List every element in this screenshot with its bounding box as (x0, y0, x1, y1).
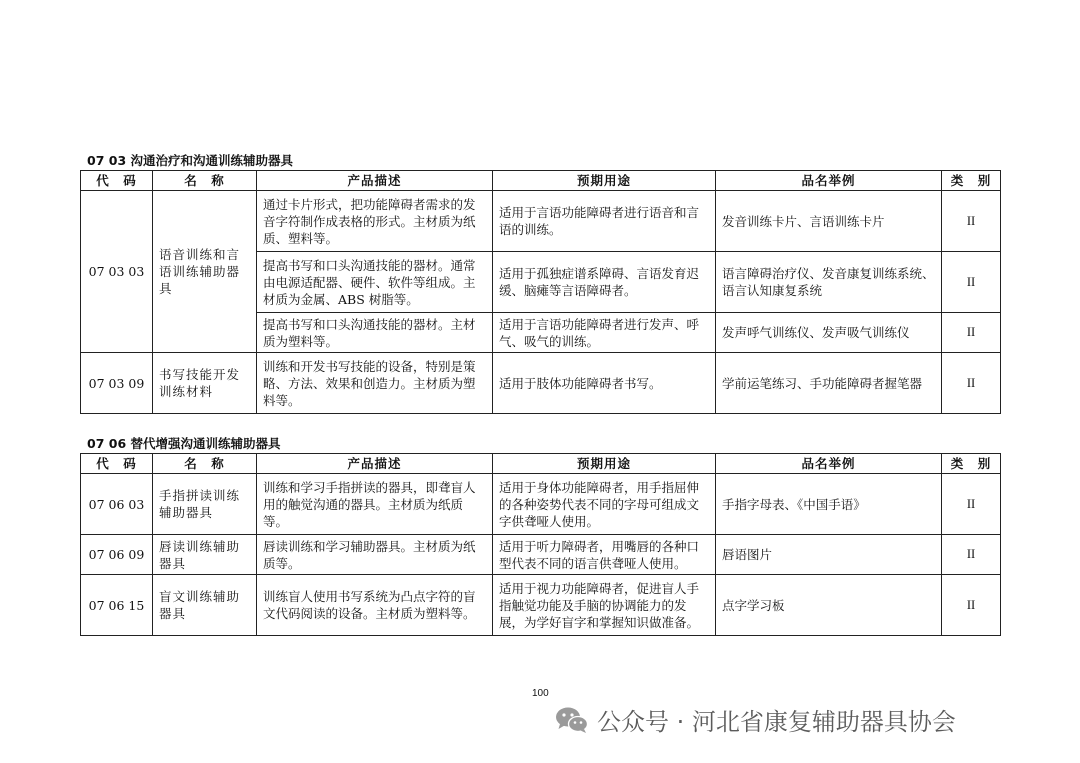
intended-use: 适用于听力障碍者，用嘴唇的各种口型代表不同的语言供聋哑人使用。 (493, 535, 716, 575)
device-table (80, 170, 1001, 414)
product-examples: 语言障碍治疗仪、发音康复训练系统、语言认知康复系统 (716, 252, 942, 313)
device-class: II (942, 252, 1001, 313)
page-number: 100 (532, 688, 549, 699)
header-code: 代 码 (81, 454, 153, 474)
product-description: 唇读训练和学习辅助器具。主材质为纸质等。 (257, 535, 493, 575)
device-class: II (942, 474, 1001, 535)
device-class: II (942, 191, 1001, 252)
product-description: 训练和学习手指拼读的器具，即聋盲人用的触觉沟通的器具。主材质为纸质等。 (257, 474, 493, 535)
item-name: 手指拼读训练辅助器具 (153, 474, 257, 535)
item-name: 盲文训练辅助器具 (153, 575, 257, 636)
header-use: 预期用途 (493, 454, 716, 474)
product-description: 通过卡片形式，把功能障碍者需求的发音字符制作成表格的形式。主材质为纸质、塑料等。 (257, 191, 493, 252)
device-table (80, 453, 1001, 636)
table-row (81, 353, 1001, 414)
device-class: II (942, 575, 1001, 636)
watermark (555, 702, 956, 737)
product-description: 训练和开发书写技能的设备，特别是策略、方法、效果和创造力。主材质为塑料等。 (257, 353, 493, 414)
item-code: 07 06 15 (81, 575, 153, 636)
section-title: 07 06 替代增强沟通训练辅助器具 (87, 436, 281, 451)
wechat-icon (555, 706, 589, 734)
table-row (81, 474, 1001, 535)
device-class: II (942, 353, 1001, 414)
header-examples: 品名举例 (716, 454, 942, 474)
item-code: 07 03 09 (81, 353, 153, 414)
product-examples: 点字学习板 (716, 575, 942, 636)
intended-use: 适用于视力功能障碍者，促进盲人手指触觉功能及手脑的协调能力的发展，为学好盲字和掌握知识做准备。 (493, 575, 716, 636)
header-desc: 产品描述 (257, 454, 493, 474)
product-description: 提高书写和口头沟通技能的器材。通常由电源适配器、硬件、软件等组成。主材质为金属、ABS 树脂等。 (257, 252, 493, 313)
item-code: 07 06 03 (81, 474, 153, 535)
item-name: 语音训练和言语训练辅助器具 (153, 191, 257, 353)
header-code: 代 码 (81, 171, 153, 191)
product-examples: 发声呼气训练仪、发声吸气训练仪 (716, 313, 942, 353)
product-description: 提高书写和口头沟通技能的器材。主材质为塑料等。 (257, 313, 493, 353)
header-name: 名 称 (153, 454, 257, 474)
intended-use: 适用于孤独症谱系障碍、言语发育迟缓、脑瘫等言语障碍者。 (493, 252, 716, 313)
product-examples: 学前运笔练习、手功能障碍者握笔器 (716, 353, 942, 414)
table-row (81, 535, 1001, 575)
product-examples: 发音训练卡片、言语训练卡片 (716, 191, 942, 252)
product-examples: 唇语图片 (716, 535, 942, 575)
header-class: 类 别 (942, 454, 1001, 474)
table-header-row (81, 171, 1001, 191)
intended-use: 适用于言语功能障碍者进行语音和言语的训练。 (493, 191, 716, 252)
device-class: II (942, 313, 1001, 353)
device-class: II (942, 535, 1001, 575)
watermark-text: 公众号 · 河北省康复辅助器具协会 (597, 708, 956, 736)
table-row (81, 575, 1001, 636)
header-desc: 产品描述 (257, 171, 493, 191)
item-code: 07 06 09 (81, 535, 153, 575)
intended-use: 适用于肢体功能障碍者书写。 (493, 353, 716, 414)
product-examples: 手指字母表、《中国手语》 (716, 474, 942, 535)
item-code: 07 03 03 (81, 191, 153, 353)
header-examples: 品名举例 (716, 171, 942, 191)
intended-use: 适用于身体功能障碍者，用手指屈伸的各种姿势代表不同的字母可组成文字供聋哑人使用。 (493, 474, 716, 535)
product-description: 训练盲人使用书写系统为凸点字符的盲文代码阅读的设备。主材质为塑料等。 (257, 575, 493, 636)
intended-use: 适用于言语功能障碍者进行发声、呼气、吸气的训练。 (493, 313, 716, 353)
header-class: 类 别 (942, 171, 1001, 191)
header-name: 名 称 (153, 171, 257, 191)
item-name: 唇读训练辅助器具 (153, 535, 257, 575)
header-use: 预期用途 (493, 171, 716, 191)
table-row (81, 191, 1001, 252)
table-header-row (81, 454, 1001, 474)
item-name: 书写技能开发训练材料 (153, 353, 257, 414)
section-title: 07 03 沟通治疗和沟通训练辅助器具 (87, 153, 293, 168)
